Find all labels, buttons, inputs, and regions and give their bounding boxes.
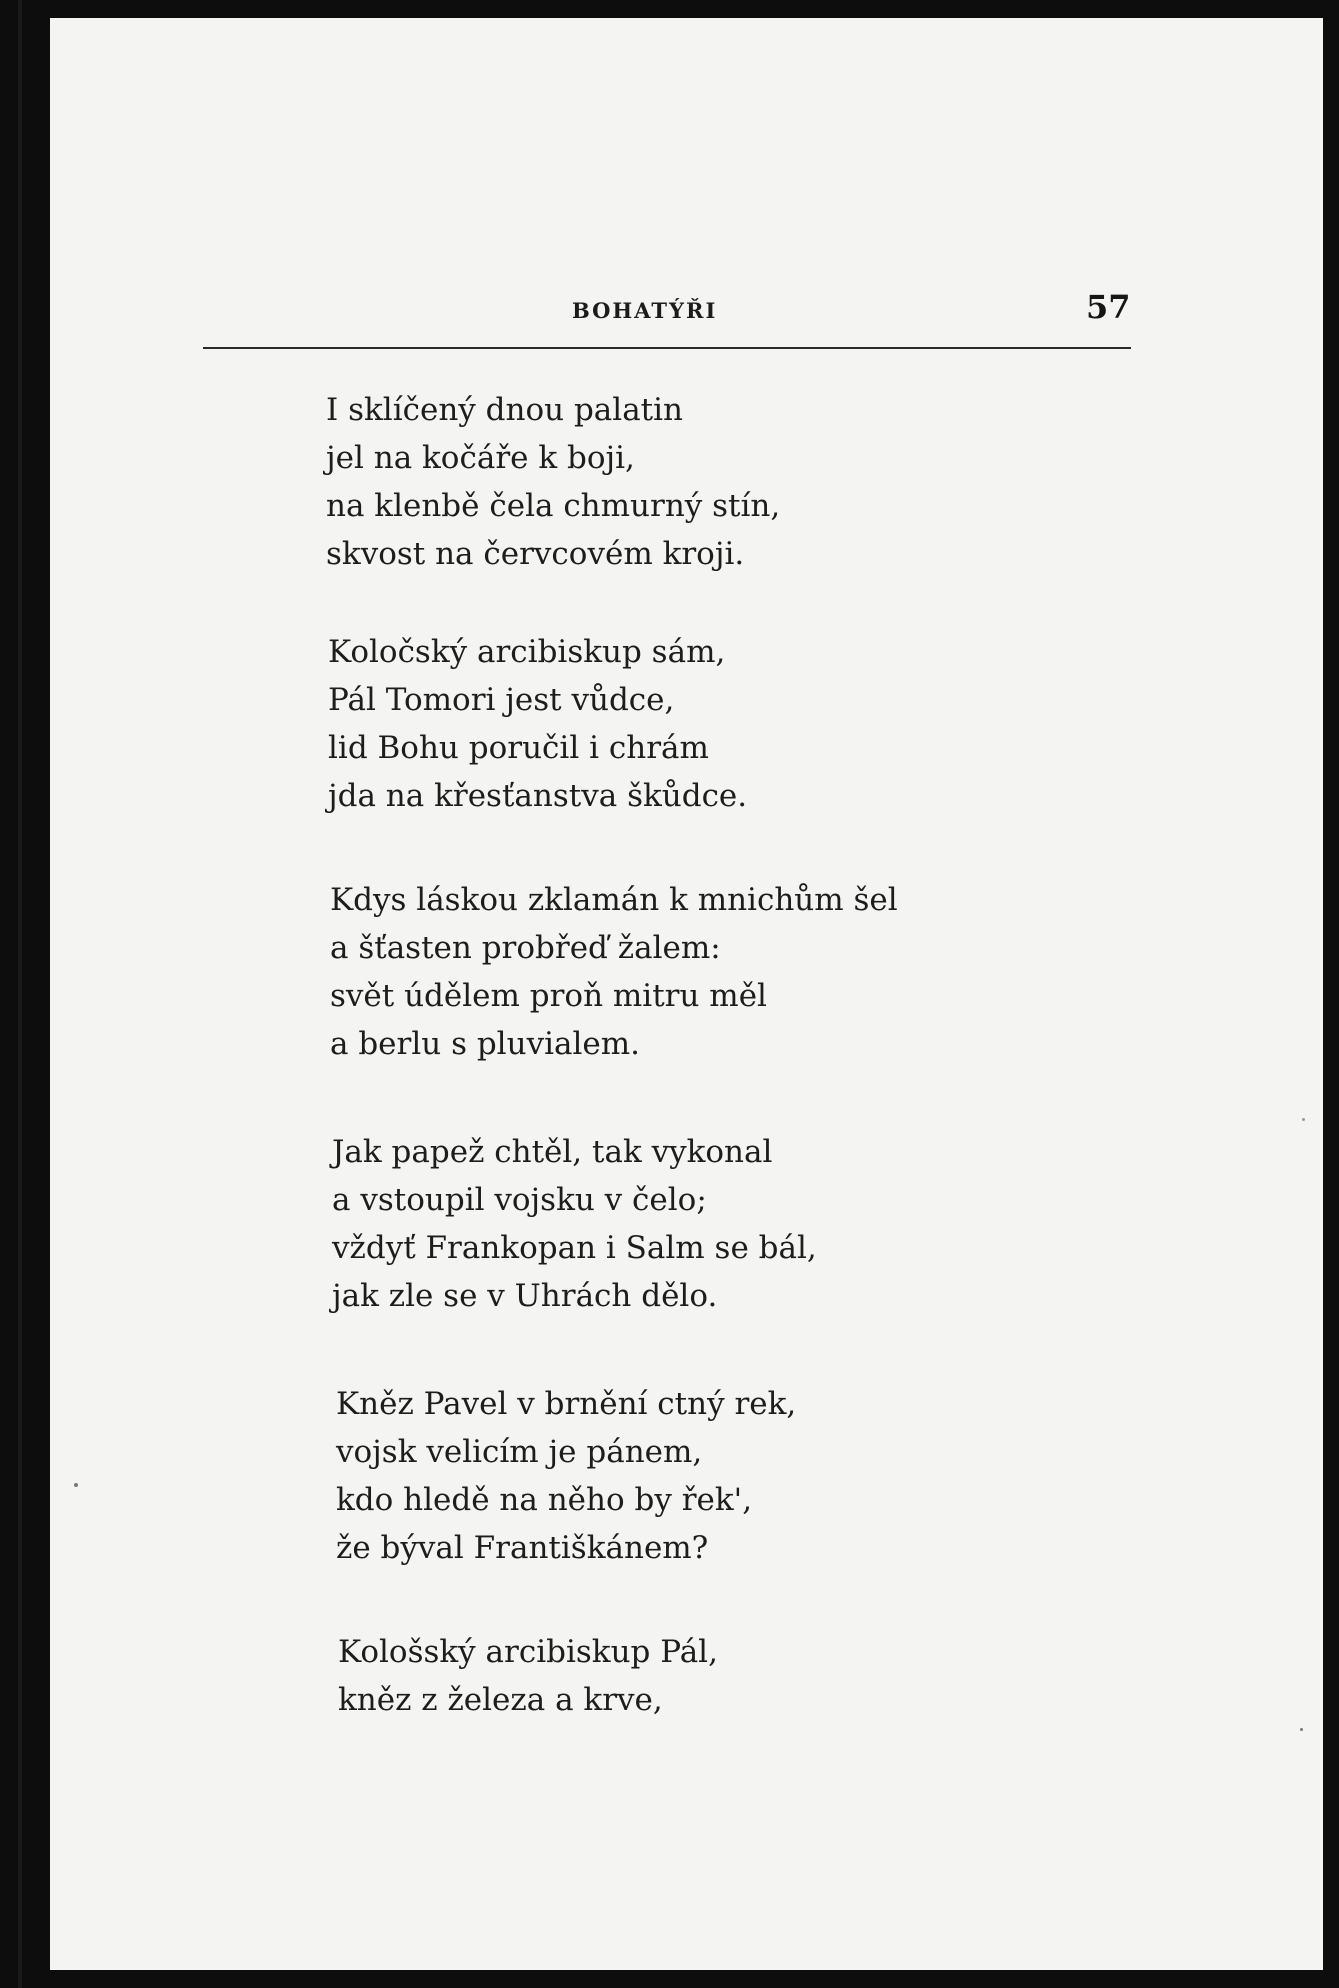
verse-line: a šťasten probřeď žalem: — [330, 930, 721, 966]
verse-line: Koločský arcibiskup sám, — [328, 634, 726, 670]
scan-speck — [1302, 1118, 1305, 1121]
verse-line: Jak papež chtěl, tak vykonal — [332, 1134, 773, 1170]
stanza-6 — [338, 1628, 718, 1724]
verse-line: a vstoupil vojsku v čelo; — [332, 1182, 707, 1218]
verse-line: jda na křesťanstva škůdce. — [328, 778, 748, 814]
running-title: BOHATÝŘI — [572, 298, 718, 323]
page-number: 57 — [1086, 288, 1131, 326]
verse-line: Pál Tomori jest vůdce, — [328, 682, 675, 718]
poem-body — [50, 18, 1323, 1970]
stanza-2 — [328, 628, 747, 820]
verse-line: že býval Františkánem? — [336, 1530, 709, 1566]
verse-line: Kološský arcibiskup Pál, — [338, 1634, 718, 1670]
verse-line: jak zle se v Uhrách dělo. — [332, 1278, 718, 1314]
scan-speck — [74, 1483, 78, 1487]
scan-speck — [1300, 1728, 1303, 1731]
book-page — [50, 18, 1323, 1970]
verse-line: kněz z železa a krve, — [338, 1682, 663, 1718]
stanza-5 — [336, 1380, 796, 1572]
verse-line: I sklíčený dnou palatin — [326, 392, 684, 428]
verse-line: Kněz Pavel v brnění ctný rek, — [336, 1386, 797, 1422]
page-edge-shadow — [18, 0, 22, 1988]
verse-line: skvost na červcovém kroji. — [326, 536, 745, 572]
verse-line: kdo hledě na něho by řek', — [336, 1482, 753, 1518]
verse-line: a berlu s pluvialem. — [330, 1026, 640, 1062]
verse-line: vždyť Frankopan i Salm se bál, — [332, 1230, 817, 1266]
verse-line: lid Bohu poručil i chrám — [328, 730, 709, 766]
verse-line: svět údělem proň mitru měl — [330, 978, 767, 1014]
verse-line: vojsk velicím je pánem, — [336, 1434, 703, 1470]
stanza-1 — [326, 386, 780, 578]
stanza-3 — [330, 876, 898, 1068]
verse-line: jel na kočáře k boji, — [326, 440, 635, 476]
stanza-4 — [332, 1128, 817, 1320]
verse-line: na klenbě čela chmurný stín, — [326, 488, 781, 524]
verse-line: Kdys láskou zklamán k mnichům šel — [330, 882, 898, 918]
